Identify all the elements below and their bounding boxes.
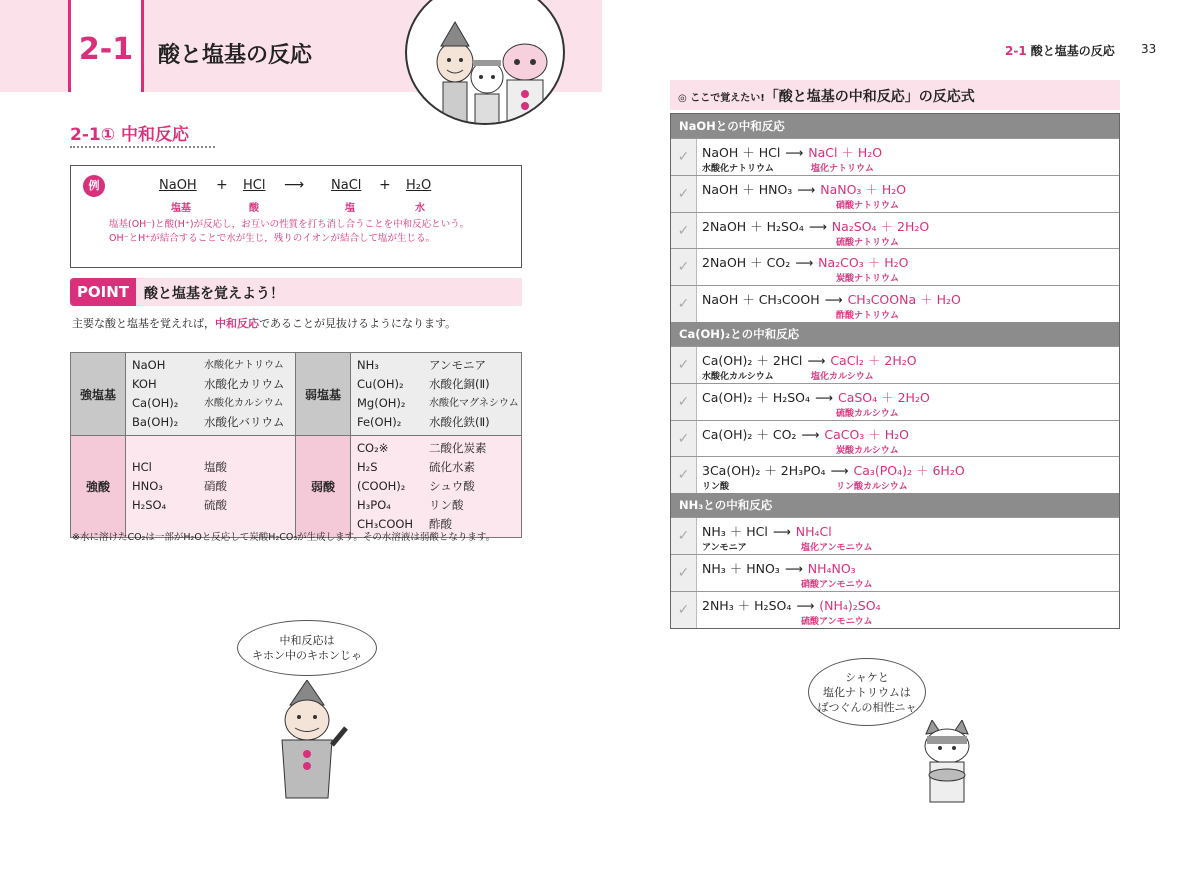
section-title: 2-1① 中和反応 xyxy=(70,125,190,145)
reaction-lhs: Ca(OH)₂ ＋ CO₂ xyxy=(702,426,797,442)
reaction-equation xyxy=(702,143,882,161)
reaction-lhs: Ca(OH)₂ ＋ H₂SO₄ xyxy=(702,389,811,405)
weak-acid-list xyxy=(351,436,522,538)
chapter-number-box xyxy=(68,0,144,92)
reaction-arrow-icon: ⟶ xyxy=(795,255,814,271)
strong-acid-label: 強酸 xyxy=(71,436,126,538)
weak-acid-label: 弱酸 xyxy=(296,436,351,538)
weak-base-formula: Cu(OH)₂ xyxy=(357,377,404,391)
reaction-rhs: (NH₄)₂SO₄ xyxy=(819,597,881,613)
remember-title: 「酸と塩基の中和反応」の反応式 xyxy=(764,89,975,105)
product-label: 酢酸ナトリウム xyxy=(836,311,899,322)
bubble-right-line2: 塩化ナトリウムは xyxy=(823,686,911,699)
reaction-rhs: NH₄Cl xyxy=(795,524,832,540)
reaction-equation xyxy=(702,253,908,271)
point-intro xyxy=(72,315,456,331)
reaction-lhs: NH₃ ＋ HCl xyxy=(702,524,768,540)
example-badge: 例 xyxy=(83,175,105,197)
reaction-arrow-icon: ⟶ xyxy=(815,389,833,405)
strong-base-name: 水酸化カルシウム xyxy=(204,398,284,409)
reaction-arrow-icon: ⟶ xyxy=(830,463,849,479)
strong-base-row xyxy=(132,375,295,394)
reaction-arrow-icon: ⟶ xyxy=(807,352,826,368)
strong-base-formula: Ca(OH)₂ xyxy=(132,396,179,410)
product-label: 塩化カルシウム xyxy=(811,371,874,382)
checkbox-icon[interactable]: ✓ xyxy=(671,139,697,175)
strong-acid-row xyxy=(132,496,295,515)
strong-base-name: 水酸化カリウム xyxy=(204,377,285,391)
reaction-lhs: 2NH₃ ＋ H₂SO₄ xyxy=(702,597,792,613)
reaction-lhs: NH₃ ＋ HNO₃ xyxy=(702,560,780,576)
remember-band xyxy=(670,80,1120,110)
bubble-left-line1: 中和反応は xyxy=(279,634,335,647)
reactant-label: 水酸化ナトリウム xyxy=(702,164,774,174)
example-box xyxy=(70,165,522,268)
weak-base-formula: Fe(OH)₂ xyxy=(357,415,402,429)
weak-acid-formula: H₃PO₄ xyxy=(357,498,391,512)
example-label-salt: 塩 xyxy=(345,203,355,214)
bubble-right-line3: ばつぐんの相性ニャ xyxy=(817,701,917,714)
weak-base-row xyxy=(357,356,521,375)
weak-base-formula: NH₃ xyxy=(357,358,379,372)
cat-character xyxy=(912,720,982,814)
reaction-equation xyxy=(702,217,929,235)
product-label: リン酸カルシウム xyxy=(836,482,908,493)
reaction-equation xyxy=(702,461,965,479)
reaction-row xyxy=(671,285,1119,322)
reaction-group-header: NH₃との中和反応 xyxy=(671,493,1119,517)
reaction-rhs: NaCl ＋ H₂O xyxy=(808,145,883,160)
weak-base-name: 水酸化銅(Ⅱ) xyxy=(429,377,490,391)
checkbox-icon[interactable]: ✓ xyxy=(671,213,697,249)
reactant-label: アンモニア xyxy=(702,543,747,554)
reaction-equation xyxy=(702,559,856,577)
point-title: 酸と塩基を覚えよう！ xyxy=(144,286,284,302)
reaction-lhs: Ca(OH)₂ ＋ 2HCl xyxy=(702,352,803,368)
reactant-label: 水酸化カルシウム xyxy=(702,371,774,382)
strong-base-name: 水酸化ナトリウム xyxy=(204,360,284,371)
example-label-acid: 酸 xyxy=(249,203,259,214)
reaction-row xyxy=(671,383,1119,420)
running-head-num: 2-1 xyxy=(1005,44,1027,58)
reaction-row xyxy=(671,346,1119,383)
reaction-rhs: NH₄NO₃ xyxy=(807,560,856,576)
reaction-equation xyxy=(702,388,930,406)
weak-base-list xyxy=(351,353,522,436)
weak-acid-row xyxy=(357,496,521,515)
weak-base-name: 水酸化鉄(Ⅱ) xyxy=(429,415,490,429)
product-label: 塩化ナトリウム xyxy=(811,164,874,174)
weak-acid-name: 二酸化炭素 xyxy=(429,441,487,455)
strong-base-row xyxy=(132,356,295,375)
reaction-arrow-icon: ⟶ xyxy=(797,181,816,197)
strong-acid-formula: HCl xyxy=(132,460,152,474)
reaction-row xyxy=(671,212,1119,249)
point-intro-em: 中和反応 xyxy=(215,317,259,330)
weak-acid-row xyxy=(357,477,521,496)
product-label: 硫酸ナトリウム xyxy=(836,237,899,248)
checkbox-icon[interactable]: ✓ xyxy=(671,518,697,554)
reaction-row xyxy=(671,175,1119,212)
reaction-equation xyxy=(702,180,906,198)
table-footnote: ※水に溶けたCO₂は一部がH₂Oと反応して炭酸H₂CO₃が生成します。その水溶液は弱酸となります。 xyxy=(72,532,496,543)
weak-acid-formula: H₂S xyxy=(357,460,378,474)
reaction-lhs: NaOH ＋ HNO₃ xyxy=(702,181,793,197)
strong-base-list xyxy=(126,353,296,436)
weak-acid-name: リン酸 xyxy=(429,498,464,512)
strong-base-label: 強塩基 xyxy=(71,353,126,436)
example-term-naoh: NaOH xyxy=(159,178,197,193)
example-note xyxy=(109,218,514,246)
reaction-equation xyxy=(702,596,881,614)
strong-acid-formula: HNO₃ xyxy=(132,479,163,493)
reaction-rhs: Ca₃(PO₄)₂ ＋ 6H₂O xyxy=(853,463,965,479)
point-intro-post: であることが見抜けるようになります。 xyxy=(259,317,457,330)
reaction-arrow-icon: ⟶ xyxy=(785,145,804,160)
reaction-lhs: 3Ca(OH)₂ ＋ 2H₃PO₄ xyxy=(702,463,826,479)
weak-base-label: 弱塩基 xyxy=(296,353,351,436)
reaction-lhs: 2NaOH ＋ CO₂ xyxy=(702,255,791,271)
reaction-equation xyxy=(702,522,832,540)
reaction-rhs: CH₃COONa ＋ H₂O xyxy=(847,292,961,308)
strong-acid-row xyxy=(132,458,295,477)
reaction-lhs: 2NaOH ＋ H₂SO₄ xyxy=(702,218,804,234)
example-op-arrow: ⟶ xyxy=(284,177,305,193)
reaction-rhs: Na₂CO₃ ＋ H₂O xyxy=(818,255,909,271)
strong-acid-name: 硫酸 xyxy=(204,498,227,512)
reaction-equation xyxy=(702,351,917,369)
strong-acid-name: 硝酸 xyxy=(204,479,227,493)
chapter-number: 2-1 xyxy=(78,32,134,67)
strong-base-formula: NaOH xyxy=(132,358,166,372)
strong-acid-row xyxy=(132,477,295,496)
characters-illustration xyxy=(405,0,565,125)
checkbox-icon[interactable]: ✓ xyxy=(671,249,697,285)
example-label-base: 塩基 xyxy=(171,203,191,214)
strong-acid-formula: H₂SO₄ xyxy=(132,498,167,512)
weak-acid-row xyxy=(357,458,521,477)
reaction-row xyxy=(671,138,1119,175)
strong-acid-list xyxy=(126,436,296,538)
checkbox-icon[interactable]: ✓ xyxy=(671,176,697,212)
point-badge: POINT xyxy=(70,278,136,306)
strong-base-formula: Ba(OH)₂ xyxy=(132,415,179,429)
reaction-lhs: NaOH ＋ CH₃COOH xyxy=(702,292,820,308)
reaction-equation xyxy=(702,425,909,443)
product-label: 塩化アンモニウム xyxy=(801,543,873,554)
reaction-arrow-icon: ⟶ xyxy=(801,426,820,442)
reaction-group-header: Ca(OH)₂との中和反応 xyxy=(671,322,1119,346)
point-intro-pre: 主要な酸と塩基を覚えれば， xyxy=(72,317,215,330)
product-label: 硝酸アンモニウム xyxy=(801,579,873,590)
reactant-label: リン酸 xyxy=(702,482,730,493)
reaction-arrow-icon: ⟶ xyxy=(808,218,827,234)
weak-acid-name: シュウ酸 xyxy=(429,479,475,493)
checkbox-icon[interactable]: ✓ xyxy=(671,592,697,628)
professor-character xyxy=(262,680,352,814)
reaction-group-header: NaOHとの中和反応 xyxy=(671,114,1119,138)
example-note-line1: 塩基(OH⁻)と酸(H⁺)が反応し，お互いの性質を打ち消し合うことを中和反応という。 xyxy=(109,219,470,230)
checkbox-icon[interactable]: ✓ xyxy=(671,286,697,322)
reaction-rhs: CaSO₄ ＋ 2H₂O xyxy=(837,389,930,405)
weak-base-row xyxy=(357,375,521,394)
weak-base-name: アンモニア xyxy=(429,358,487,372)
weak-acid-formula: CH₃COOH xyxy=(357,517,414,531)
weak-base-name: 水酸化マグネシウム xyxy=(429,398,519,409)
bubble-left-line2: キホン中のキホンじゃ xyxy=(252,649,362,662)
weak-base-row xyxy=(357,413,521,432)
section-title-rule xyxy=(70,146,215,148)
checkbox-icon[interactable]: ✓ xyxy=(671,421,697,457)
reaction-rhs: NaNO₃ ＋ H₂O xyxy=(820,181,907,197)
reaction-rhs: CaCl₂ ＋ 2H₂O xyxy=(830,352,917,368)
reaction-arrow-icon: ⟶ xyxy=(772,524,791,540)
strong-base-row xyxy=(132,413,295,432)
example-term-nacl: NaCl xyxy=(331,178,362,193)
reaction-table xyxy=(670,113,1120,629)
acid-base-table xyxy=(70,352,522,538)
chapter-title: 酸と塩基の反応 xyxy=(158,43,313,68)
product-label: 炭酸ナトリウム xyxy=(836,274,899,285)
bubble-right-line1: シャケと xyxy=(845,671,889,684)
product-label: 炭酸カルシウム xyxy=(836,445,899,456)
reaction-arrow-icon: ⟶ xyxy=(796,597,815,613)
strong-base-name: 水酸化バリウム xyxy=(204,415,285,429)
weak-acid-name: 酢酸 xyxy=(429,517,452,531)
example-term-h2o: H₂O xyxy=(406,178,432,193)
example-term-hcl: HCl xyxy=(243,178,266,193)
weak-acid-row xyxy=(357,439,521,458)
product-label: 硫酸アンモニウム xyxy=(801,616,873,627)
checkbox-icon[interactable]: ✓ xyxy=(671,555,697,591)
reaction-arrow-icon: ⟶ xyxy=(784,560,803,576)
speech-bubble-left xyxy=(237,620,377,676)
page-number: 33 xyxy=(1141,42,1157,56)
strong-base-formula: KOH xyxy=(132,377,157,391)
weak-base-row xyxy=(357,394,521,413)
weak-acid-name: 硫化水素 xyxy=(429,460,475,474)
product-label: 硫酸カルシウム xyxy=(836,408,899,419)
reaction-row xyxy=(671,420,1119,457)
reaction-rhs: Na₂SO₄ ＋ 2H₂O xyxy=(831,218,930,234)
example-op-plus-2: + xyxy=(379,177,391,193)
running-head xyxy=(1005,42,1115,59)
weak-base-formula: Mg(OH)₂ xyxy=(357,396,406,410)
point-band xyxy=(70,278,522,306)
product-label: 硝酸ナトリウム xyxy=(836,200,899,211)
reaction-rhs: CaCO₃ ＋ H₂O xyxy=(824,426,910,442)
running-head-title: 酸と塩基の反応 xyxy=(1030,44,1115,58)
strong-acid-name: 塩酸 xyxy=(204,460,227,474)
example-label-water: 水 xyxy=(415,203,425,214)
reaction-arrow-icon: ⟶ xyxy=(824,292,843,308)
weak-acid-formula: CO₂※ xyxy=(357,441,389,455)
speech-bubble-right xyxy=(808,658,926,726)
reaction-row xyxy=(671,517,1119,554)
remember-heading xyxy=(678,86,975,106)
checkbox-icon[interactable]: ✓ xyxy=(671,457,697,493)
checkbox-icon[interactable]: ✓ xyxy=(671,347,697,383)
reaction-row xyxy=(671,554,1119,591)
checkbox-icon[interactable]: ✓ xyxy=(671,384,697,420)
reaction-lhs: NaOH ＋ HCl xyxy=(702,145,781,160)
weak-acid-formula: (COOH)₂ xyxy=(357,479,406,493)
remember-small: ◎ ここで覚えたい! xyxy=(678,93,765,104)
strong-base-row xyxy=(132,394,295,413)
example-op-plus-1: + xyxy=(216,177,228,193)
reaction-equation xyxy=(702,290,961,308)
reaction-row xyxy=(671,591,1119,628)
reaction-row xyxy=(671,248,1119,285)
example-note-line2: OH⁻とH⁺が結合することで水が生じ，残りのイオンが結合して塩が生じる。 xyxy=(109,233,436,244)
reaction-row xyxy=(671,456,1119,493)
